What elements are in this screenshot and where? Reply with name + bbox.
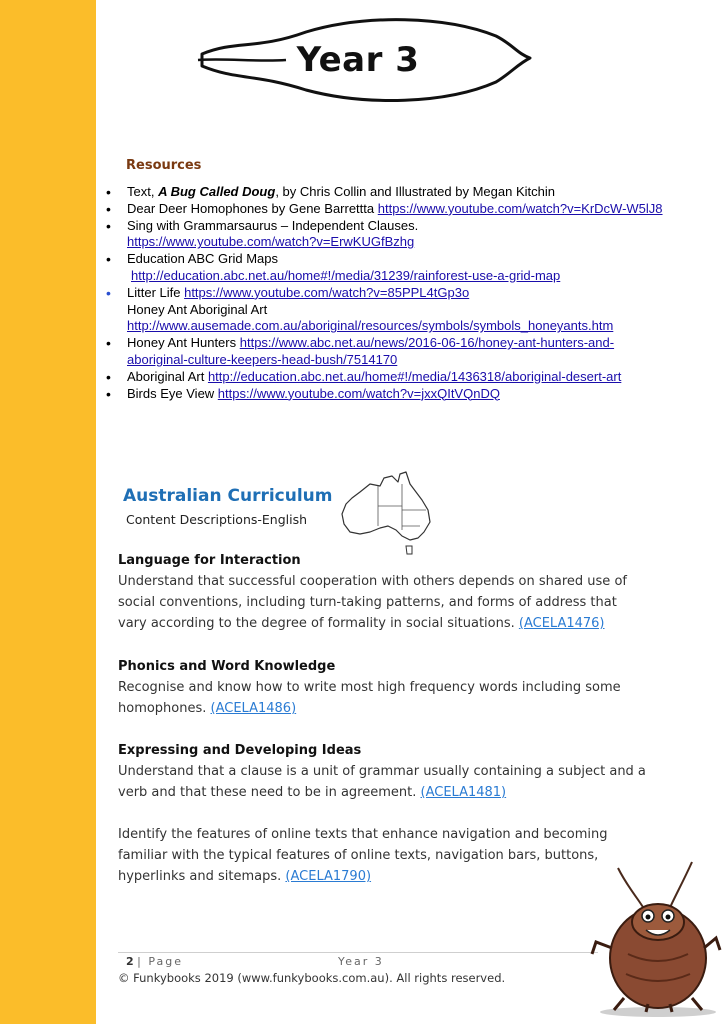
resource-text: Birds Eye View (127, 385, 218, 401)
section-online-texts (118, 824, 648, 887)
list-item (104, 251, 704, 285)
page-label: | Page (137, 955, 183, 968)
curriculum-code-link[interactable]: (ACELA1481) (420, 785, 507, 800)
section-heading: Language for Interaction (118, 553, 301, 568)
resource-text: Dear Deer Homophones by Gene Barrettta (127, 200, 378, 216)
curriculum-code-link[interactable]: (ACELA1476) (518, 616, 605, 631)
section-text: Understand that a clause is a unit of grammar usually containing a subject and a verb and that these need to be in agreement. (118, 764, 646, 800)
resource-link[interactable]: http://education.abc.net.au/home#!/media/31239/rainforest-use-a-grid-map (131, 267, 561, 283)
resource-text: Aboriginal Art (127, 368, 208, 384)
section-heading: Phonics and Word Knowledge (118, 659, 336, 674)
page-title: Year 3 (296, 40, 420, 80)
resource-link-continued[interactable]: aboriginal-culture-keepers-head-bush/7514170 (127, 351, 398, 367)
resource-text: Litter Life (127, 284, 185, 300)
curriculum-title: Australian Curriculum (123, 486, 333, 506)
section-language-for-interaction (118, 550, 648, 634)
section-heading: Expressing and Developing Ideas (118, 743, 362, 758)
book-title: A Bug Called Doug (158, 184, 276, 199)
list-item (104, 201, 704, 218)
resource-text: Text, (127, 184, 159, 199)
section-text: Understand that successful cooperation with others depends on shared use of social conventions, including turn-taking patterns, and forms of address that vary according to the degree of formality in social situations. (118, 574, 627, 631)
resource-link[interactable]: https://www.abc.net.au/news/2016-06-16/honey-ant-hunters-and- (239, 335, 615, 351)
resources-list (104, 184, 704, 402)
resource-text: Honey Ant Hunters (127, 335, 240, 351)
list-item (104, 218, 704, 252)
curriculum-code-link[interactable]: (ACELA1790) (285, 869, 372, 884)
resource-text: , by Chris Collin and Illustrated by Megan Kitchin (275, 184, 555, 199)
cockroach-illustration-icon (588, 858, 722, 1018)
section-text: Recognise and know how to write most high frequency words including some homophones. (118, 680, 621, 716)
resource-link[interactable]: https://www.youtube.com/watch?v=KrDcW-W5lJ8 (377, 200, 663, 216)
footer-divider (118, 952, 598, 953)
resource-link[interactable]: https://www.youtube.com/watch?v=ErwKUGfBzhg (127, 234, 415, 250)
resource-link[interactable]: https://www.youtube.com/watch?v=85PPL4tGp3o (184, 284, 470, 300)
section-text: Identify the features of online texts that enhance navigation and becoming familiar with the typical features of online texts, navigation bars, buttons, hyperlinks and sitemaps. (118, 827, 608, 884)
list-item (104, 184, 704, 201)
list-item (104, 386, 704, 403)
resource-link[interactable]: http://education.abc.net.au/home#!/media/1436318/aboriginal-desert-art (207, 368, 622, 384)
footer-running-title: Year 3 (338, 955, 384, 968)
section-body (118, 824, 648, 887)
resources-heading: Resources (126, 158, 202, 173)
curriculum-subtitle: Content Descriptions-English (126, 512, 308, 527)
curriculum-code-link[interactable]: (ACELA1486) (210, 701, 297, 716)
resource-text: Honey Ant Aboriginal Art (127, 301, 268, 317)
page-number: 2 (126, 955, 134, 968)
section-body (118, 677, 648, 719)
list-item (104, 335, 704, 369)
australia-map-icon (340, 470, 436, 558)
resource-link[interactable]: https://www.youtube.com/watch?v=jxxQItVQnDQ (217, 385, 500, 401)
footer-copyright: © Funkybooks 2019 (www.funkybooks.com.au). All rights reserved. (118, 971, 506, 985)
resource-text: Education ABC Grid Maps (127, 251, 279, 267)
section-body (118, 761, 648, 803)
section-body (118, 571, 648, 634)
resource-text: Sing with Grammarsaurus – Independent Clauses. (127, 217, 419, 233)
section-phonics (118, 656, 648, 719)
footer-page-number (126, 955, 183, 968)
list-item (104, 302, 704, 336)
section-expressing-ideas (118, 740, 648, 803)
side-accent-bar (0, 0, 96, 1024)
list-item (104, 285, 704, 302)
resource-link[interactable]: http://www.ausemade.com.au/aboriginal/resources/symbols/symbols_honeyants.htm (127, 318, 614, 334)
list-item (104, 369, 704, 386)
